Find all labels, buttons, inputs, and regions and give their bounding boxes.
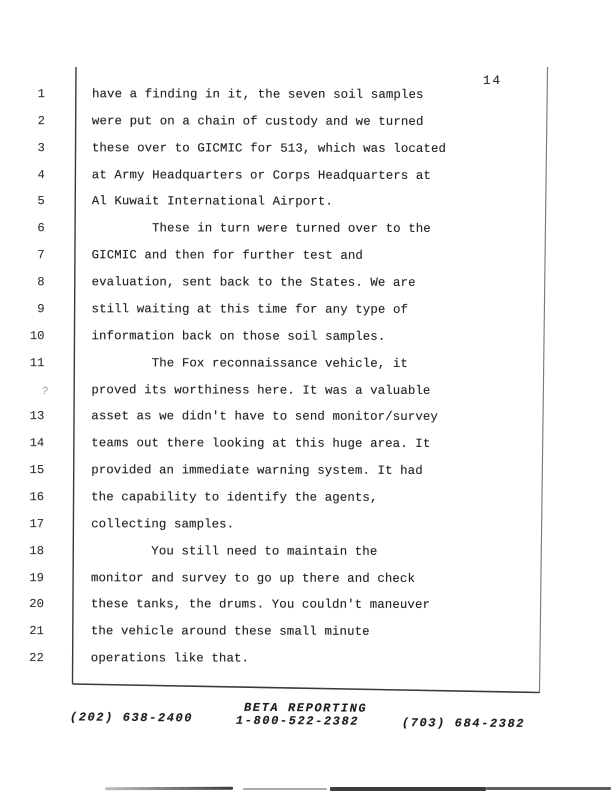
line-number: 5 (37, 194, 45, 209)
line-text: these over to GICMIC for 513, which was located (91, 140, 447, 156)
transcript-line (0, 544, 610, 572)
line-text: have a finding in it, the seven soil samples (91, 87, 424, 102)
transcript-line (0, 87, 611, 115)
line-text: GICMIC and then for further test and (91, 248, 363, 263)
line-text: provided an immediate warning system. It had (91, 463, 423, 478)
line-number: 20 (29, 597, 44, 612)
phone-right: (703) 684-2382 (401, 716, 526, 731)
line-number: 3 (37, 140, 45, 155)
line-number: 19 (29, 570, 44, 585)
line-number: 17 (29, 516, 45, 531)
transcript-line (0, 409, 610, 437)
transcript-line (0, 114, 611, 142)
line-number: 21 (29, 624, 44, 639)
line-text: Al Kuwait International Airport. (91, 194, 333, 210)
transcript-line (0, 221, 611, 249)
line-text: at Army Headquarters or Corps Headquarters at (91, 167, 431, 183)
line-number: 8 (37, 275, 45, 290)
line-text: These in turn were turned over to the (91, 221, 431, 237)
transcript-line (0, 141, 611, 169)
transcript-line (0, 517, 610, 545)
footer (0, 696, 611, 751)
transcript-line (0, 597, 610, 625)
transcript-line (0, 248, 611, 276)
line-number: 18 (29, 543, 45, 558)
line-text: operations like that. (90, 651, 250, 666)
line-text: information back on those soil samples. (91, 328, 386, 344)
line-text: evaluation, sent back to the States. We are (91, 275, 416, 290)
transcript-line (0, 302, 611, 330)
transcript-line (0, 194, 611, 222)
line-number: 16 (29, 489, 45, 504)
line-number: 9 (37, 301, 45, 316)
transcript-body (0, 87, 611, 666)
transcript-line (0, 651, 610, 679)
scan-artifact-bottom (243, 788, 327, 790)
line-number: 13 (29, 409, 45, 424)
transcript-line (0, 275, 611, 303)
line-number: 22 (29, 651, 44, 666)
line-text: collecting samples. (91, 516, 235, 532)
line-number: 10 (29, 328, 45, 343)
line-number: 2 (37, 113, 45, 128)
line-number: 11 (29, 355, 45, 370)
line-number: 6 (37, 221, 45, 236)
line-number: ? (41, 385, 49, 398)
line-text: monitor and survey to go up there and check (90, 570, 416, 586)
line-text: You still need to maintain the (91, 543, 378, 559)
scan-artifact-bottom (486, 787, 611, 790)
line-text: teams out there looking at this huge area. It (91, 436, 431, 452)
page-number: 14 (483, 74, 503, 88)
transcript-line (0, 490, 610, 518)
line-text: asset as we didn't have to send monitor/survey (91, 409, 438, 425)
transcript-line (0, 356, 610, 384)
line-text: these tanks, the drums. You couldn't maneuver (90, 597, 431, 613)
transcript-line (0, 329, 610, 357)
line-number: 7 (37, 248, 45, 263)
line-text: still waiting at this time for any type of (91, 302, 409, 317)
line-number: 4 (37, 167, 45, 182)
line-number: 1 (37, 87, 45, 102)
reporting-company-name: BETA REPORTING (243, 700, 368, 716)
transcript-line (0, 168, 611, 196)
box-bottom-rule (73, 684, 540, 693)
transcript-line (0, 463, 610, 491)
line-number: 14 (29, 436, 45, 451)
transcript-line (0, 436, 610, 464)
transcript-line (0, 382, 610, 410)
scan-artifact-bottom (330, 787, 486, 791)
scan-artifact-bottom (105, 787, 233, 790)
tollfree-phone: 1-800-522-2382 (235, 713, 360, 729)
line-text: proved its worthiness here. It was a valuable (91, 382, 431, 398)
line-number: 15 (29, 463, 45, 478)
transcript-line (0, 570, 610, 598)
phone-left: (202) 638-2400 (69, 710, 194, 726)
line-text: were put on a chain of custody and we turned (91, 114, 424, 129)
line-text: the vehicle around these small minute (90, 624, 370, 639)
line-text: The Fox reconnaissance vehicle, it (91, 355, 408, 371)
line-text: the capability to identify the agents, (91, 490, 378, 505)
transcript-line (0, 624, 610, 652)
